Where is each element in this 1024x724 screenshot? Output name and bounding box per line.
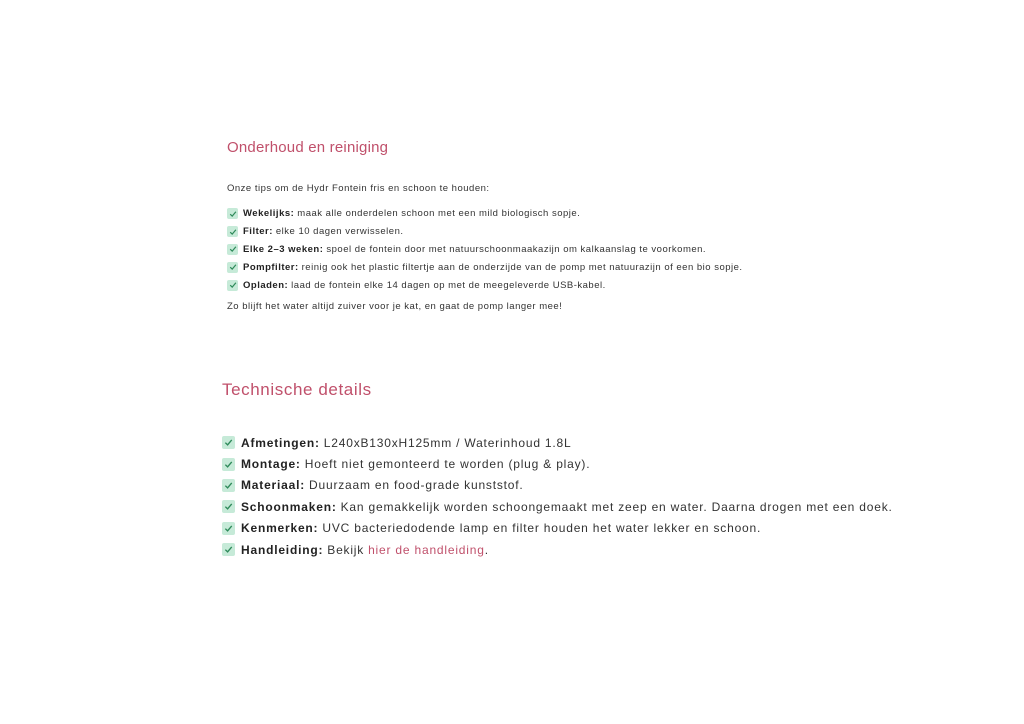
item-text: UVC bacteriedodende lamp en filter houden het water lekker en schoon.: [322, 521, 762, 536]
item-text: spoel de fontein door met natuurschoonmaakazijn om kalkaanslag te voorkomen.: [326, 243, 707, 255]
item-label: Elke 2–3 weken:: [243, 243, 324, 255]
item-label: Materiaal:: [241, 478, 306, 493]
check-icon: [222, 458, 235, 471]
item-text: maak alle onderdelen schoon met een mild biologisch sopje.: [297, 208, 581, 220]
item-label: Montage:: [241, 457, 301, 472]
item-text: L240xB130xH125mm / Waterinhoud 1.8L: [323, 435, 572, 450]
list-item: [227, 223, 987, 241]
list-item: [222, 432, 1002, 453]
tech-heading: Technische details: [222, 380, 372, 399]
item-label: Opladen:: [243, 279, 289, 291]
item-label: Wekelijks:: [243, 208, 295, 220]
care-heading: Onderhoud en reiniging: [227, 139, 389, 156]
check-icon: [222, 522, 235, 535]
check-icon: [227, 244, 238, 255]
list-item: [222, 453, 1002, 474]
check-icon: [227, 280, 238, 291]
item-text: Kan gemakkelijk worden schoongemaakt met zeep en water. Daarna drogen met een doek.: [340, 499, 893, 514]
list-item: [227, 276, 987, 294]
item-label: Pompfilter:: [243, 261, 299, 273]
list-item: [222, 475, 1002, 496]
list-item: [227, 241, 987, 259]
check-icon: [222, 436, 235, 449]
item-label: Schoonmaken:: [241, 499, 337, 514]
check-icon: [222, 479, 235, 492]
item-text: reinig ook het plastic filtertje aan de onderzijde van de pomp met natuurazijn of een bio sopje.: [301, 261, 743, 273]
item-text: laad de fontein elke 14 dagen op met de meegeleverde USB-kabel.: [291, 279, 606, 291]
item-text: Duurzaam en food-grade kunststof.: [309, 478, 524, 493]
check-icon: [222, 500, 235, 513]
care-section: [227, 139, 987, 312]
list-item: [227, 258, 987, 276]
check-icon: [227, 226, 238, 237]
item-label: Handleiding:: [241, 542, 324, 557]
care-outro: Zo blijft het water altijd zuiver voor je kat, en gaat de pomp langer mee!: [227, 300, 563, 312]
check-icon: [222, 543, 235, 556]
list-item: [222, 539, 1002, 560]
check-icon: [227, 262, 238, 273]
tech-list: [222, 432, 1002, 560]
item-label: Filter:: [243, 226, 273, 238]
tech-section: [222, 380, 1002, 560]
item-text: elke 10 dagen verwisselen.: [275, 226, 404, 238]
check-icon: [227, 208, 238, 219]
item-suffix: .: [484, 542, 489, 557]
list-item: [222, 518, 1002, 539]
item-label: Kenmerken:: [241, 521, 319, 536]
item-text: Hoeft niet gemonteerd te worden (plug & play).: [304, 457, 591, 472]
list-item: [222, 496, 1002, 517]
care-intro: Onze tips om de Hydr Fontein fris en schoon te houden:: [227, 183, 490, 194]
manual-link[interactable]: hier de handleiding: [368, 542, 485, 557]
list-item: [227, 205, 987, 223]
item-label: Afmetingen:: [241, 435, 320, 450]
item-text: Bekijk: [327, 542, 365, 557]
care-list: [227, 205, 987, 294]
